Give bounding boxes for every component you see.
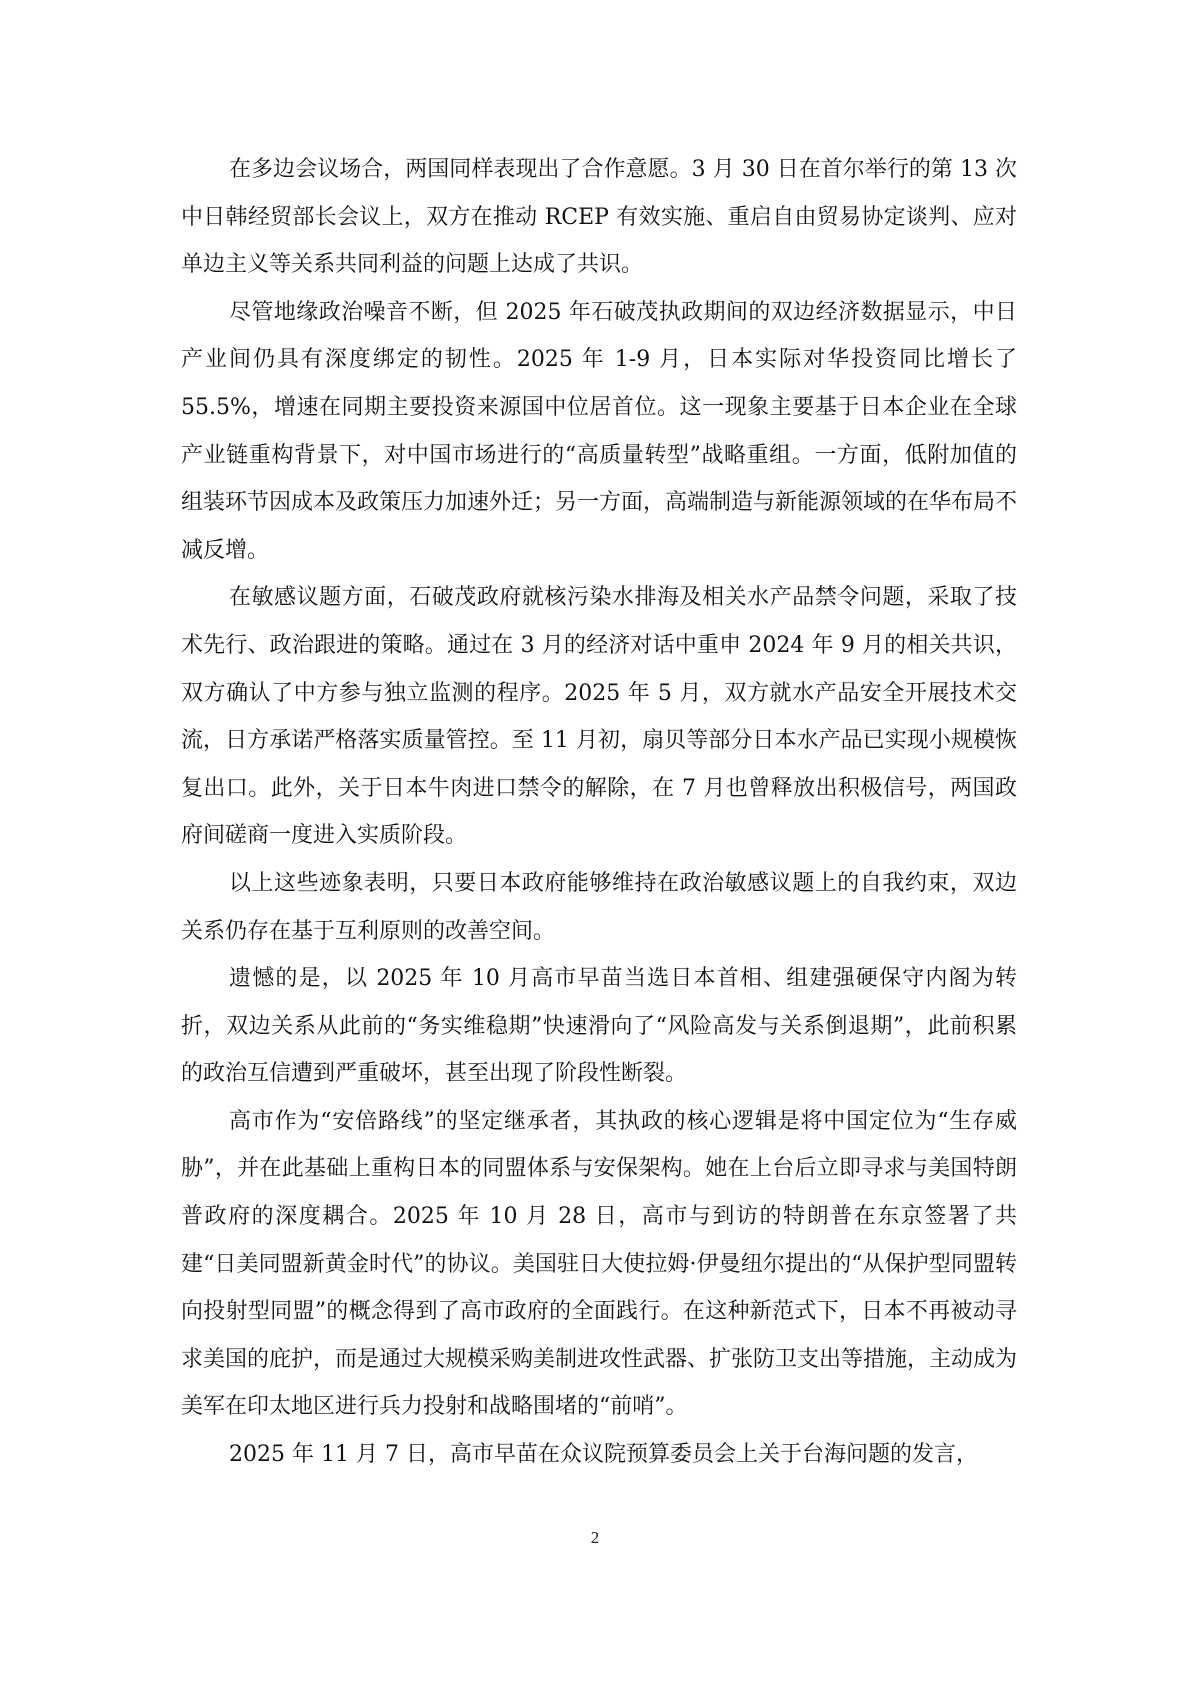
paragraph-sensitive-issues: 在敏感议题方面，石破茂政府就核污染水排海及相关水产品禁令问题，采取了技术先行、政治跟进的策略。通过在 3 月的经济对话中重申 2024 年 9 月的相关共识，双方确认了中方参与独立监测的程序。2025 年 5 月，双方就水产品安全开展技术交流，日方承诺严格落实质量管控。至 11 月初，扇贝等部分日本水产品已实现小规模恢复出口。此外，关于日本牛肉进口禁令的解除，在 7 月也曾释放出积极信号，两国政府间磋商一度进入实质阶段。: [181, 585, 1017, 849]
page-number: 2: [590, 1528, 600, 1547]
paragraph-taiwan-remarks: 2025 年 11 月 7 日，高市早苗在众议院预算委员会上关于台海问题的发言，: [229, 1442, 978, 1468]
paragraph-improvement-space: 以上这些迹象表明，只要日本政府能够维持在政治敏感议题上的自我约束，双边关系仍存在基于互利原则的改善空间。: [181, 870, 1017, 944]
paragraph-economic-ties: 尽管地缘政治噪音不断，但 2025 年石破茂执政期间的双边经济数据显示，中日产业间仍具有深度绑定的韧性。2025 年 1-9 月，日本实际对华投资同比增长了 55.5%，增速在同期主要投资来源国中位居首位。这一现象主要基于日本企业在全球产业链重构背景下，对中国市场进行的“高质量转型”战略重组。一方面，低附加值的组装环节因成本及政策压力加速外迁；另一方面，高端制造与新能源领域的在华布局不减反增。: [181, 299, 1018, 563]
paragraph-turning-point: 遗憾的是，以 2025 年 10 月高市早苗当选日本首相、组建强硬保守内阁为转折，双边关系从此前的“务实维稳期”快速滑向了“风险高发与关系倒退期”，此前积累的政治互信遭到严重破坏，甚至出现了阶段性断裂。: [181, 966, 1017, 1087]
paragraph-multilateral-cooperation: 在多边会议场合，两国同样表现出了合作意愿。3 月 30 日在首尔举行的第 13 次中日韩经贸部长会议上，双方在推动 RCEP 有效实施、重启自由贸易协定谈判、应对单边主义等关系共同利益的问题上达成了共识。: [181, 157, 1017, 278]
paragraph-takaichi-alliance: 高市作为“安倍路线”的坚定继承者，其执政的核心逻辑是将中国定位为“生存威胁”，并在此基础上重构日本的同盟体系与安保架构。她在上台后立即寻求与美国特朗普政府的深度耦合。2025 年 10 月 28 日，高市与到访的特朗普在东京签署了共建“日美同盟新黄金时代”的协议。美国驻日大使拉姆·伊曼纽尔提出的“从保护型同盟转向投射型同盟”的概念得到了高市政府的全面践行。在这种新范式下，日本不再被动寻求美国的庇护，而是通过大规模采购美制进攻性武器、扩张防卫支出等措施，主动成为美军在印太地区进行兵力投射和战略围堵的“前哨”。: [181, 1108, 1018, 1420]
document-body: [181, 146, 1017, 1479]
